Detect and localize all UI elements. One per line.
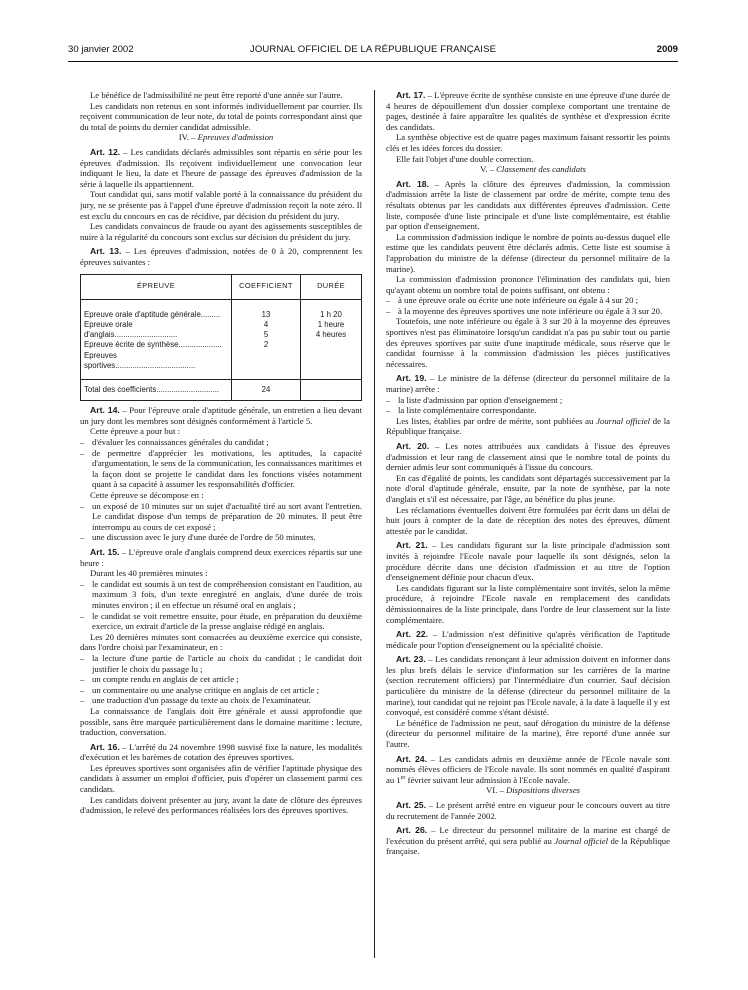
paragraph: Les candidats doivent présenter au jury, avant la date de clôture des épreuves d'admission, le relevé des performances réalisées lors des épreuves sportives. bbox=[80, 794, 362, 816]
article-label: Art. 24. bbox=[396, 753, 428, 764]
section-number: V. – bbox=[480, 164, 497, 175]
journal-reference: Journal officiel bbox=[596, 415, 651, 426]
total-label: Total des coefficients............................. bbox=[81, 380, 232, 401]
list-item: – un commentaire ou une analyse critique en anglais de cet article ; bbox=[80, 685, 362, 696]
article-text: – Le présent arrêté entre en vigueur pour le concours ouvert au titre du recrutement de l'année 2002. bbox=[386, 800, 670, 821]
article-25 bbox=[386, 800, 670, 821]
list-item: – à la moyenne des épreuves sportives une note inférieure ou égale à 3 sur 20. bbox=[386, 306, 670, 317]
article-17 bbox=[386, 90, 670, 132]
article-text: – L'admission n'est définitive qu'après vérification de l'aptitude médicale pour l'option d'enseignement ou la spécialité choisie. bbox=[386, 629, 670, 650]
article-label: Art. 22. bbox=[396, 629, 429, 640]
article-label: Art. 20. bbox=[396, 441, 430, 451]
article-text: de la République française. bbox=[386, 835, 670, 857]
paragraph: Cette épreuve a pour but : bbox=[90, 426, 180, 437]
table-cell: Epreuves sportives..................................... bbox=[84, 350, 196, 370]
section-number: VI. – bbox=[485, 785, 506, 796]
article-21 bbox=[386, 540, 670, 582]
table-cell: 1 heure bbox=[317, 319, 345, 329]
table-cell: 4 bbox=[263, 319, 269, 329]
article-label: Art. 21. bbox=[396, 540, 428, 551]
article-label: Art. 13. bbox=[90, 246, 122, 257]
dash-list bbox=[80, 579, 362, 632]
article-text: – Les candidats figurant sur la liste principale d'admission sont invités à rejoindre l'Ecole navale pour laquelle ils sont désignés, selon la procédure décrite dans une décision d'admission et au titre de l'option d'enseignement définie pour chacun d'eux. bbox=[386, 540, 670, 583]
duree-cell bbox=[301, 299, 362, 380]
dash-list bbox=[80, 501, 362, 543]
article-text: – L'épreuve écrite de synthèse consiste en une épreuve d'une durée de 4 heures de dépouillement d'un dossier complexe comportant une trentaine de pages, destinée à faire apparaître les qualités de synthèse et d'expression écrite des candidats. bbox=[386, 90, 670, 132]
article-text: – Le directeur du personnel militaire de la marine est chargé de l'exécution du présent arrêté, qui sera publié au bbox=[386, 825, 670, 846]
article-20 bbox=[386, 441, 670, 473]
text-run: de la République française. bbox=[386, 415, 670, 437]
article-23 bbox=[386, 654, 670, 718]
table-cell: 4 heures bbox=[315, 330, 347, 340]
article-14 bbox=[80, 405, 362, 426]
section-title: Dispositions diverses bbox=[505, 785, 581, 796]
paragraph: La commission d'admission indique le nombre de points au-dessus duquel elle estime que les candidats peuvent être déclarés admis. Cette liste est soumise à l'approbation du ministre de la défense (directeur du personnel militaire de la marine). bbox=[386, 231, 670, 274]
article-label: Art. 17. bbox=[396, 90, 426, 100]
total-empty bbox=[301, 380, 362, 401]
superscript: er bbox=[400, 774, 406, 781]
journal-title: JOURNAL OFFICIEL DE LA RÉPUBLIQUE FRANÇAISE bbox=[249, 44, 497, 55]
paragraph bbox=[386, 416, 670, 437]
dash-list bbox=[80, 653, 362, 706]
column-divider bbox=[374, 90, 375, 958]
article-text: – Les candidats déclarés admissibles sont répartis en série pour les épreuves d'admission. Ils reçoivent individuellement une convocation leur indiquant le lieu, la date et l'heure de passage des épreuves d'admission de la série à laquelle ils appartiennent. bbox=[80, 146, 362, 189]
column-header-duree: DURÉE bbox=[301, 274, 362, 299]
article-22 bbox=[386, 629, 670, 650]
article-text: – Les candidats renonçant à leur admission doivent en informer dans les plus brefs délais le service d'information sur les carrières de la marine (section recrutement officiers) par l'intermédiaire d'un courrier. Sauf décision particulière du ministre de la défense (directeur du personnel militaire de la marine), tout candidat qui ne rejoint pas l'Ecole navale, à la date à laquelle il y est convoqué, est considéré comme s'étant désisté. bbox=[386, 654, 670, 718]
list-item: – à une épreuve orale ou écrite une note inférieure ou égale à 4 sur 20 ; bbox=[386, 295, 670, 306]
column-header-coefficient: COEFFICIENT bbox=[232, 274, 301, 299]
list-item: – la liste complémentaire correspondante. bbox=[386, 405, 670, 416]
paragraph: Toutefois, une note inférieure ou égale à 3 sur 20 à la moyenne des épreuves sportives n'est pas éliminatoire lorsqu'un candidat n'a pas pu subir tout ou partie des épreuves sportives par suite d'une inaptitude médicale, sous réserve que le candidat fournisse à la commission d'admission les pièces justificatives nécessaires. bbox=[386, 316, 670, 369]
epreuve-cell bbox=[81, 299, 232, 380]
section-heading-vi bbox=[386, 785, 670, 796]
page-number: 2009 bbox=[656, 44, 678, 55]
article-text: – Les candidats admis en deuxième année de l'Ecole navale sont nommés élèves officiers de l'Ecole navale. Ils sont nommés en qualité d'aspirant au 1 bbox=[386, 753, 670, 785]
section-title: Classement des candidats bbox=[496, 164, 586, 175]
section-number: IV. – bbox=[178, 132, 198, 143]
epreuves-table bbox=[80, 274, 362, 402]
table-cell: 2 bbox=[263, 340, 269, 350]
article-label: Art. 18. bbox=[396, 178, 430, 189]
paragraph: Cette épreuve se décompose en : bbox=[90, 490, 204, 501]
list-item: – le candidat se voit remettre ensuite, pour étude, en préparation du deuxième exercice, un extrait d'article de la presse anglaise rédigé en anglais. bbox=[80, 611, 362, 632]
list-item: – un compte rendu en anglais de cet article ; bbox=[80, 674, 362, 685]
dash-list bbox=[386, 295, 670, 316]
list-item: – un exposé de 10 minutes sur un sujet d'actualité tiré au sort avant l'entretien. Le candidat dispose d'un temps de préparation de 20 minutes. Il peut être interrompu au cours de cet exposé ; bbox=[80, 501, 362, 533]
journal-reference: Journal officiel bbox=[554, 835, 609, 846]
page-header bbox=[68, 44, 678, 60]
article-text: – L'arrêté du 24 novembre 1998 susvisé fixe la nature, les modalités d'exécution et les barèmes de cotation des épreuves sportives. bbox=[80, 741, 362, 763]
list-item: – la liste d'admission par option d'enseignement ; bbox=[386, 395, 670, 406]
paragraph: La connaissance de l'anglais doit être générale et aussi approfondie que possible, sans être marquée particulièrement dans le domaine maritime : lecture, traduction, conversation. bbox=[80, 705, 362, 738]
paragraph: Le bénéfice de l'admissibilité ne peut être reporté d'une année sur l'autre. bbox=[90, 90, 343, 100]
paragraph: Durant les 40 premières minutes : bbox=[90, 568, 208, 579]
column-header-epreuve: ÉPREUVE bbox=[81, 274, 232, 299]
article-label: Art. 23. bbox=[396, 654, 426, 665]
table-cell: 13 bbox=[261, 309, 271, 319]
paragraph: Les candidats convaincus de fraude ou ayant des agissements susceptibles de nuire à la régularité du concours sont exclus sur décision du président du jury. bbox=[80, 221, 362, 242]
header-rule bbox=[68, 61, 678, 62]
article-text: – Les notes attribuées aux candidats à l'issue des épreuves d'admission et leur rang de classement ainsi que le nombre total de points du dernier admis leur sont communiqués à l'issue du concours. bbox=[386, 441, 670, 473]
dash-list bbox=[386, 395, 670, 416]
article-24 bbox=[386, 754, 670, 786]
paragraph: La commission d'admission prononce l'élimination des candidats qui, bien qu'ayant obtenu un nombre total de points suffisant, ont obtenu : bbox=[386, 274, 670, 295]
article-18 bbox=[386, 179, 670, 232]
issue-date: 30 janvier 2002 bbox=[68, 44, 134, 55]
article-text: février suivant leur admission à l'Ecole navale. bbox=[405, 774, 571, 785]
left-column bbox=[80, 90, 362, 970]
article-label: Art. 14. bbox=[90, 405, 120, 416]
article-text: – Le ministre de la défense (directeur du personnel militaire de la marine) arrête : bbox=[386, 373, 670, 395]
table-cell: Epreuve orale d'anglais............................. bbox=[84, 319, 178, 340]
article-12 bbox=[80, 147, 362, 189]
article-label: Art. 25. bbox=[396, 800, 427, 810]
table-header-row bbox=[81, 274, 362, 299]
article-13 bbox=[80, 246, 362, 267]
list-item: – le candidat est soumis à un test de compréhension consistant en l'audition, au maximum 3 fois, d'un texte enregistré en anglais, d'une durée de trois minutes environ ; il en effectue un résumé oral en anglais ; bbox=[80, 579, 362, 611]
coefficient-cell bbox=[232, 299, 301, 380]
article-label: Art. 16. bbox=[90, 741, 120, 752]
paragraph: La synthèse objective est de quatre pages maximum faisant ressortir les points clés et les idées forces du dossier. bbox=[386, 132, 670, 153]
right-column bbox=[386, 90, 670, 970]
table-cell: 1 h 20 bbox=[320, 309, 342, 319]
table-cell: 5 bbox=[263, 330, 269, 340]
article-label: Art. 26. bbox=[396, 825, 428, 836]
article-label: Art. 19. bbox=[396, 373, 427, 384]
article-16 bbox=[80, 742, 362, 763]
article-text: – Les épreuves d'admission, notées de 0 à 20, comprennent les épreuves suivantes : bbox=[80, 246, 362, 267]
table-cell: Epreuve écrite de synthèse.................... bbox=[84, 340, 222, 350]
section-heading-v bbox=[386, 164, 670, 175]
article-text: – Après la clôture des épreuves d'admission, la commission d'admission arrête la liste de classement par ordre de mérite, compte tenu des résultats obtenus par les candidats aux différentes épreuves d'admission. Cette liste, composée d'une liste principale et d'une liste complémentaire, est établie par option d'enseignement. bbox=[386, 178, 670, 232]
text-run: Les listes, établies par ordre de mérite, sont publiées au bbox=[396, 415, 597, 426]
table-total-row bbox=[81, 380, 362, 401]
section-title: Epreuves d'admission bbox=[197, 132, 274, 143]
total-value: 24 bbox=[232, 380, 301, 401]
paragraph: Les réclamations éventuelles doivent être formulées par écrit dans un délai de huit jours à compter de la date de réception des notes des épreuves, dûment attestée par le candidat. bbox=[386, 504, 670, 536]
list-item: – une discussion avec le jury d'une durée de l'ordre de 50 minutes. bbox=[80, 532, 362, 543]
article-15 bbox=[80, 547, 362, 568]
article-label: Art. 12. bbox=[90, 146, 121, 157]
table-cell: Epreuve orale d'aptitude générale......... bbox=[84, 309, 221, 319]
paragraph: Les épreuves sportives sont organisées afin de vérifier l'aptitude physique des candidats à assumer un emploi d'officier, puis d'opérer un classement parmi ces candidats. bbox=[80, 762, 362, 795]
article-text: – L'épreuve orale d'anglais comprend deux exercices répartis sur une heure : bbox=[80, 547, 362, 568]
article-label: Art. 15. bbox=[90, 547, 120, 557]
dash-list bbox=[80, 437, 362, 490]
paragraph: Les 20 dernières minutes sont consacrées au deuxième exercice qui consiste, dans l'ordre choisi par l'examinateur, en : bbox=[80, 631, 362, 653]
list-item: – de permettre d'apprécier les motivations, les aptitudes, la capacité d'argumentation, le sens de la communication, les connaissances maritimes et la façon dont se projette le candidat dans les fonctions visées notamment quant à sa capacité à assumer les responsabilités d'officier. bbox=[80, 448, 362, 490]
paragraph: Le bénéfice de l'admission ne peut, sauf dérogation du ministre de la défense (directeur du personnel militaire de la marine), être reporté d'une année sur l'autre. bbox=[386, 717, 670, 750]
paragraph: Elle fait l'objet d'une double correction. bbox=[396, 153, 534, 164]
table-body bbox=[81, 299, 362, 380]
section-heading-iv bbox=[80, 132, 362, 143]
list-item: – d'évaluer les connaissances générales du candidat ; bbox=[80, 437, 362, 448]
article-text: – Pour l'épreuve orale d'aptitude générale, un entretien a lieu devant un jury dont les membres sont désignés conformément à l'article 5. bbox=[80, 405, 362, 426]
list-item: – une traduction d'un passage du texte au choix de l'examinateur. bbox=[80, 695, 362, 706]
paragraph: Les candidats figurant sur la liste complémentaire sont invités, selon la même procédure, à rejoindre l'Ecole navale en remplacement des candidats démissionnaires de la liste principale, dans l'ordre de leur classement sur la liste complémentaire. bbox=[386, 582, 670, 625]
paragraph: Les candidats non retenus en sont informés individuellement par courrier. Ils reçoivent communication de leur note, du total de points correspondant ainsi que du total de points du dernier candidat admissible. bbox=[80, 100, 362, 132]
paragraph: Tout candidat qui, sans motif valable porté à la connaissance du président du jury, ne se présente pas à l'appel d'une épreuve d'admission reçoit la note zéro. Il est exclu du concours en cas de récidive, par décision du président du jury. bbox=[80, 189, 362, 221]
article-26 bbox=[386, 825, 670, 857]
list-item: – la lecture d'une partie de l'article au choix du candidat ; le candidat doit justifier le choix du passage lu ; bbox=[80, 653, 362, 674]
paragraph: En cas d'égalité de points, les candidats sont départagés successivement par la note d'oral d'aptitude générale, ensuite, par la note de synthèse, par la note d'anglais et s'il est nécessaire, par l'âge, au bénéfice du plus jeune. bbox=[386, 472, 670, 504]
article-19 bbox=[386, 373, 670, 394]
